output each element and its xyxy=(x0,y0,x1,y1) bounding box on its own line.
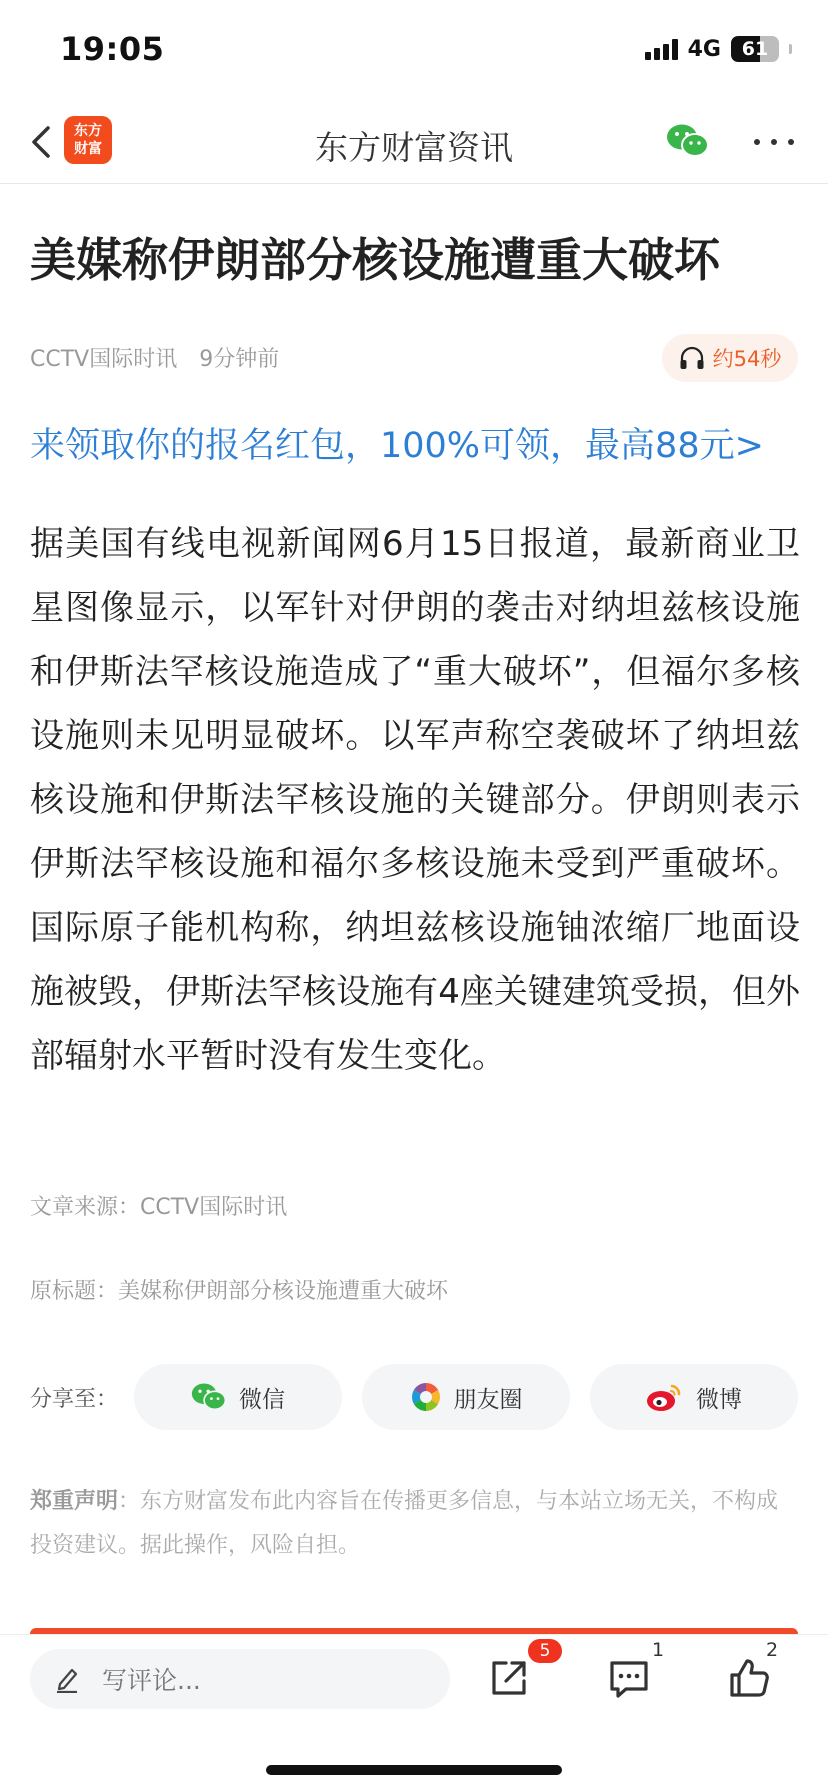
share-moments-button[interactable] xyxy=(362,1364,570,1430)
more-dot-icon xyxy=(771,139,777,145)
wechat-icon xyxy=(191,1381,227,1413)
comment-input[interactable] xyxy=(30,1649,450,1709)
comment-count: 1 xyxy=(652,1639,665,1661)
nav-title: 东方财富资讯 xyxy=(315,128,513,167)
article-title: 美媒称伊朗部分核设施遭重大破坏 xyxy=(30,233,720,287)
disclaimer-heading: 郑重声明 xyxy=(30,1489,119,1514)
share-moments-label: 朋友圈 xyxy=(453,1386,523,1413)
status-bar xyxy=(0,0,828,100)
audio-duration: 约54秒 xyxy=(712,347,782,371)
disclaimer-text: ：东方财富发布此内容旨在传播更多信息，与本站立场无关，不构成投资建议。据此操作，风险自担。 xyxy=(30,1489,779,1558)
wechat-icon xyxy=(666,122,710,160)
status-indicators xyxy=(645,34,792,64)
share-weibo-button[interactable] xyxy=(590,1364,798,1430)
article-meta xyxy=(30,342,279,373)
weibo-icon xyxy=(646,1381,684,1413)
share-wechat-label: 微信 xyxy=(239,1386,285,1413)
wechat-share-button[interactable] xyxy=(666,122,710,160)
battery-level: 61 xyxy=(741,38,769,60)
comments-button[interactable] xyxy=(604,1653,654,1703)
more-dot-icon xyxy=(788,139,794,145)
network-type: 4G xyxy=(687,36,721,62)
more-dot-icon xyxy=(754,139,760,145)
logo-line-1: 东方 xyxy=(74,123,102,139)
comment-icon xyxy=(604,1653,654,1703)
status-time: 19:05 xyxy=(60,30,165,68)
battery-icon xyxy=(731,36,779,62)
article-body: 据美国有线电视新闻网6月15日报道，最新商业卫星图像显示，以军针对伊朗的袭击对纳坦兹核设施和伊斯法罕核设施造成了“重大破坏”，但福尔多核设施则未见明显破坏。以军声称空袭破坏了纳坦兹核设施和伊斯法罕核设施的关键部分。伊朗则表示伊斯法罕核设施和福尔多核设施未受到严重破坏。国际原子能机构称，纳坦兹核设施铀浓缩厂地面设施被毁，伊斯法罕核设施有4座关键建筑受损，但外部辐射水平暂时没有发生变化。 xyxy=(30,524,800,1076)
listen-audio-button[interactable] xyxy=(662,334,798,382)
disclaimer xyxy=(30,1480,800,1568)
share-label: 分享至： xyxy=(30,1387,119,1412)
share-button[interactable] xyxy=(484,1653,534,1703)
article-time: 9分钟前 xyxy=(199,347,280,372)
battery-cap xyxy=(789,44,792,54)
share-wechat-button[interactable] xyxy=(134,1364,342,1430)
share-weibo-label: 微博 xyxy=(696,1386,742,1413)
signal-icon xyxy=(645,38,678,60)
share-count-badge: 5 xyxy=(528,1639,562,1663)
comment-placeholder: 写评论... xyxy=(102,1666,201,1695)
promo-link[interactable]: 来领取你的报名红包，100%可领，最高88元> xyxy=(30,426,764,466)
article-source-line: 文章来源：CCTV国际时讯 xyxy=(30,1195,288,1220)
share-icon xyxy=(484,1653,534,1703)
nav-bar xyxy=(0,100,828,184)
headphones-icon xyxy=(679,346,705,370)
more-button[interactable] xyxy=(754,124,794,160)
article-source[interactable]: CCTV国际时讯 xyxy=(30,347,178,372)
moments-icon xyxy=(410,1381,442,1413)
like-count: 2 xyxy=(766,1639,779,1661)
pencil-icon xyxy=(54,1665,80,1693)
bottom-toolbar xyxy=(0,1634,828,1792)
original-title-line: 原标题：美媒称伊朗部分核设施遭重大破坏 xyxy=(30,1279,449,1304)
home-indicator[interactable] xyxy=(266,1765,562,1775)
logo-line-2: 财富 xyxy=(74,141,102,157)
